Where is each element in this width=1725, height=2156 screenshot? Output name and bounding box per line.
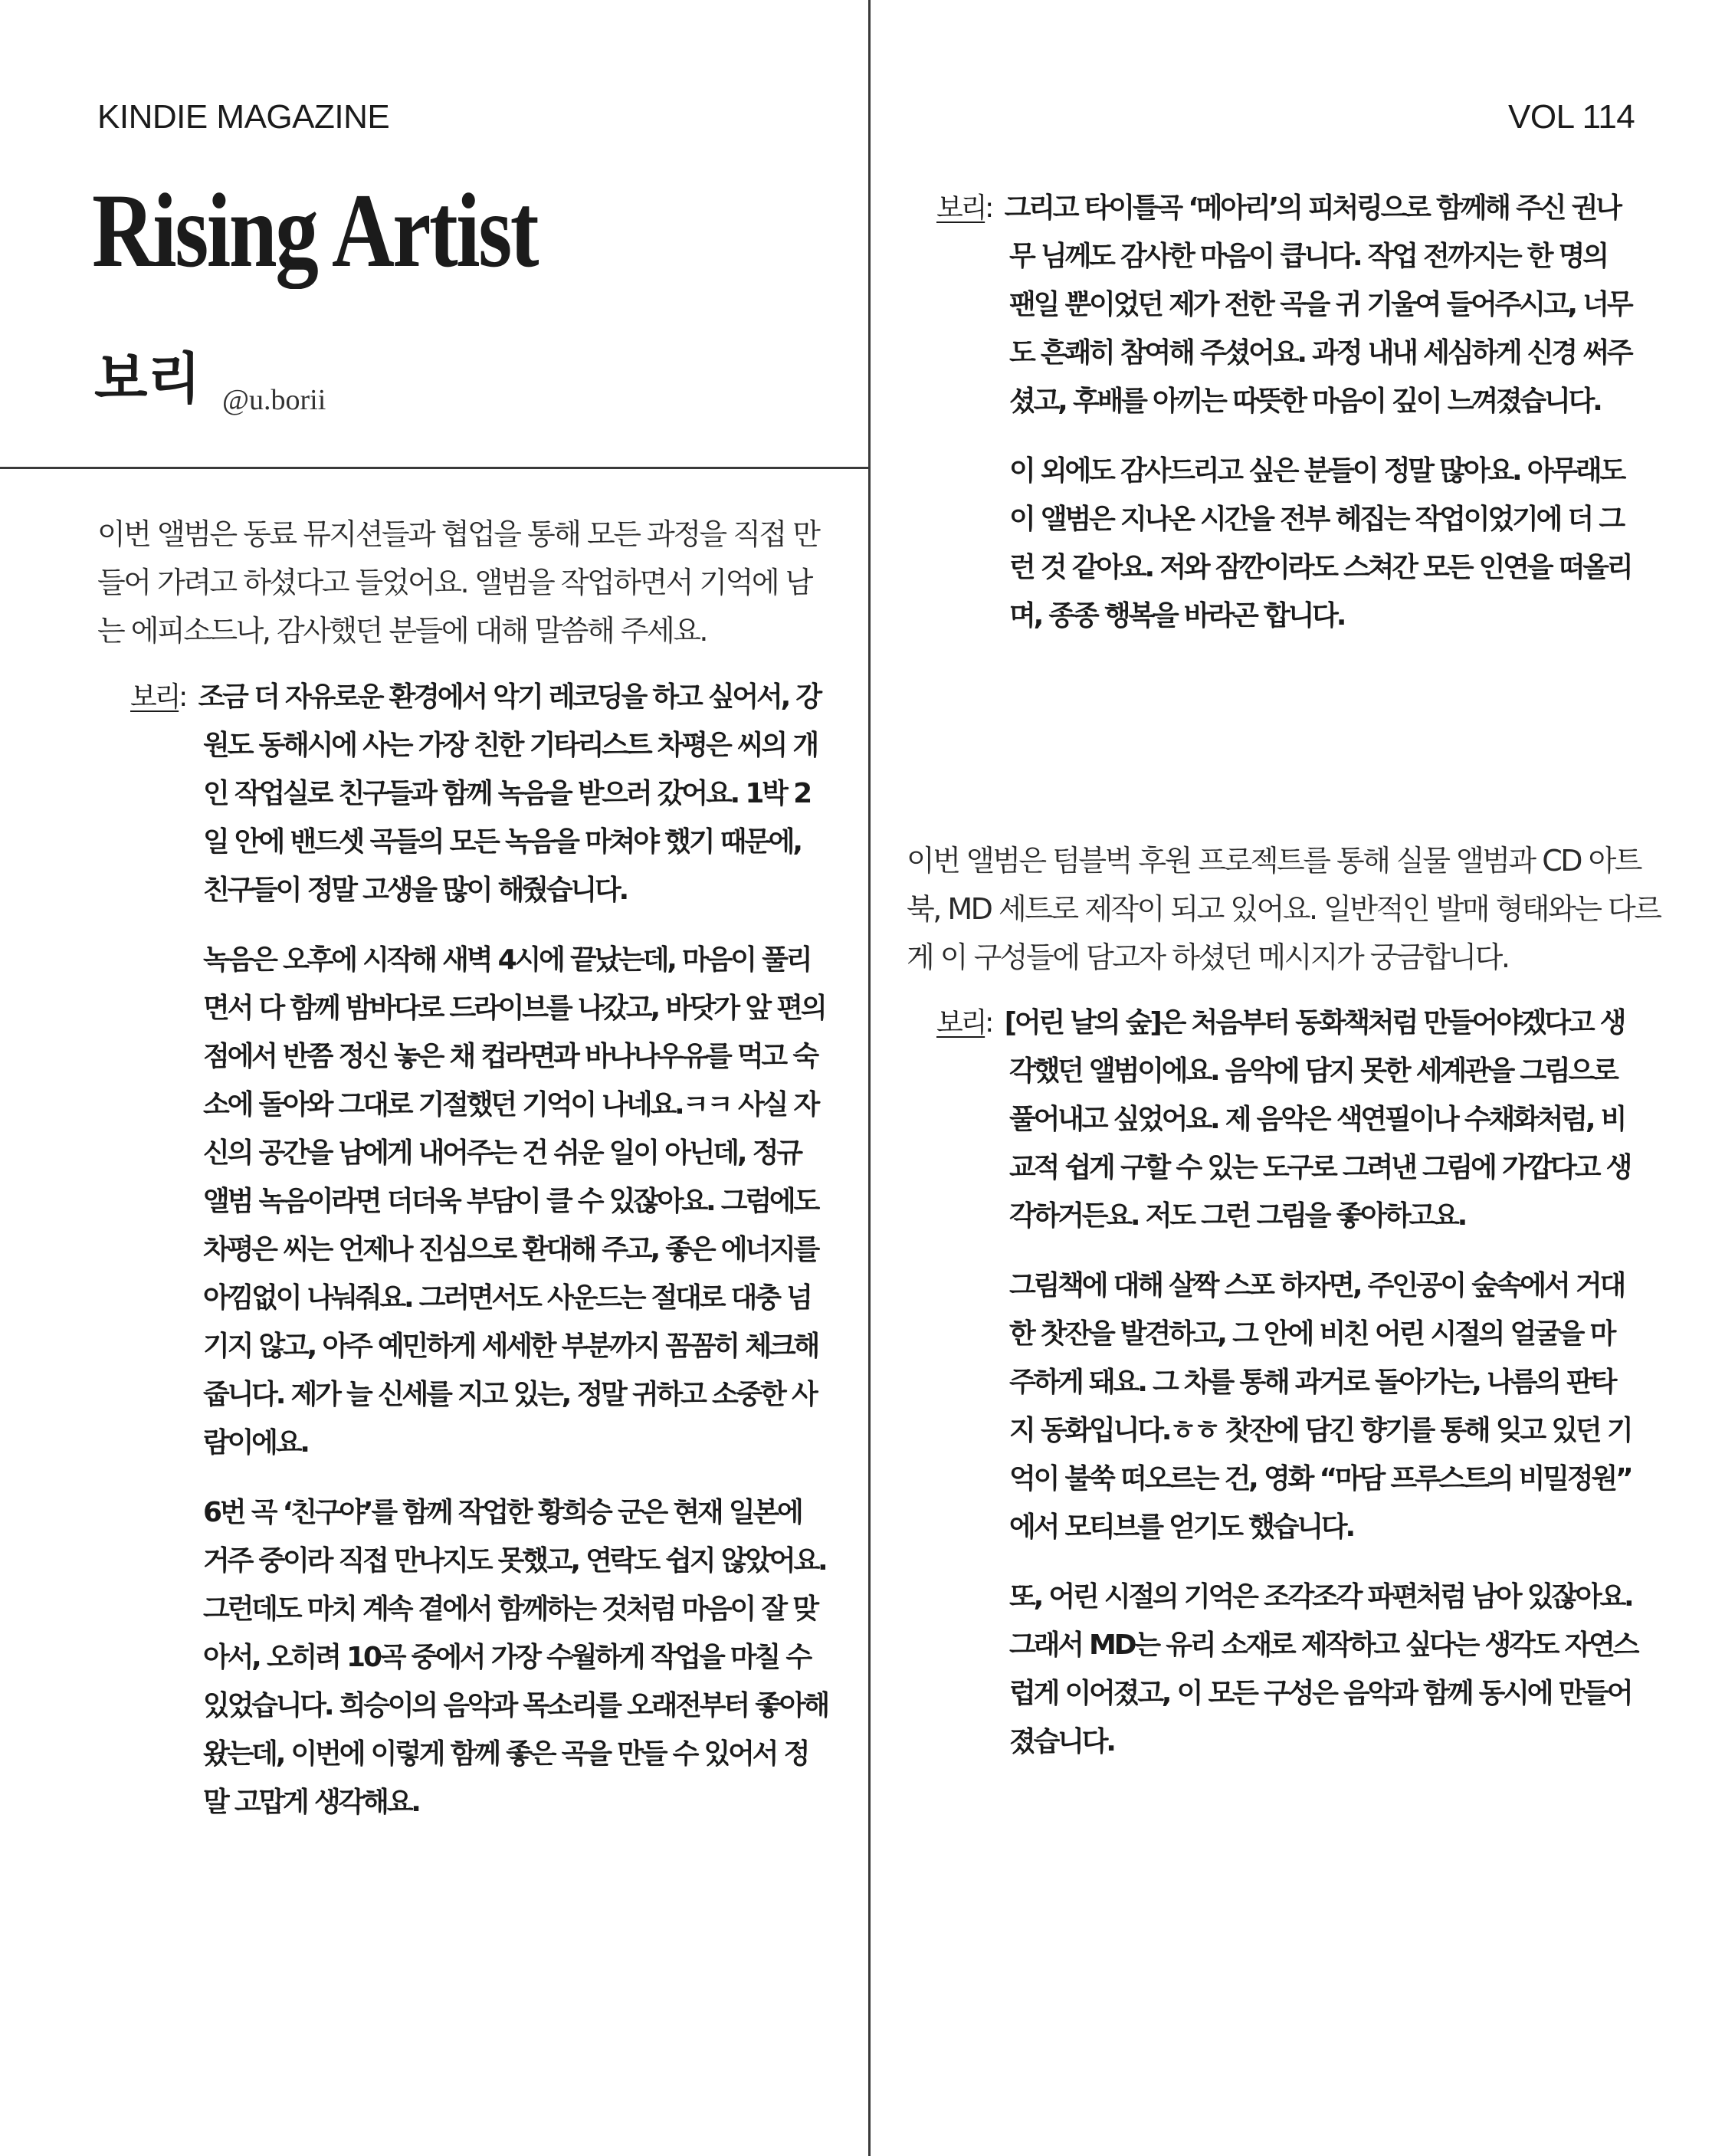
column-divider <box>868 0 871 2156</box>
answer-paragraph: 녹음은 오후에 시작해 새벽 4시에 끝났는데, 마음이 풀리면서 다 함께 밤바다로 드라이브를 나갔고, 바닷가 앞 편의점에서 반쯤 정신 놓은 채 컵라면과 바나나우유를 먹고 숙소에 돌아와 그대로 기절했던 기억이 나네요.ㅋㅋ 사실 자신의 공간을 남에게 내어주는 건 쉬운 일이 아닌데, 정규 앨범 녹음이라면 더더욱 부담이 클 수 있잖아요. 그럼에도 차평은 씨는 언제나 진심으로 환대해 주고, 좋은 에너지를 아낌없이 나눠줘요. 그러면서도 사운드는 절대로 대충 넘기지 않고, 아주 예민하게 세세한 부분까지 꼼꼼히 체크해 줍니다. 제가 늘 신세를 지고 있는, 정말 귀하고 소중한 사람이에요. <box>203 944 825 1459</box>
answer-paragraph: 보리: 조금 더 자유로운 환경에서 악기 레코딩을 하고 싶어서, 강원도 동해시에 사는 가장 친한 기타리스트 차평은 씨의 개인 작업실로 친구들과 함께 녹음을 받으러 갔어요. 1박 2일 안에 밴드셋 곡들의 모든 녹음을 마쳐야 했기 때문에, 친구들이 정말 고생을 많이 해줬습니다. <box>130 681 820 906</box>
answer-text: 조금 더 자유로운 환경에서 악기 레코딩을 하고 싶어서, 강원도 동해시에 사는 가장 친한 기타리스트 차평은 씨의 개인 작업실로 친구들과 함께 녹음을 받으러 갔어요. 1박 2일 안에 밴드셋 곡들의 모든 녹음을 마쳐야 했기 때문에, 친구들이 정말 고생을 많이 해줬습니다. <box>198 681 820 906</box>
answer-paragraph: 또, 어린 시절의 기억은 조각조각 파편처럼 남아 있잖아요. 그래서 MD는 유리 소재로 제작하고 싶다는 생각도 자연스럽게 이어졌고, 이 모든 구성은 음악과 함께 동시에 만들어졌습니다. <box>1009 1581 1638 1757</box>
volume-number: VOL 114 <box>1508 98 1635 136</box>
question-2: 이번 앨범은 텀블벅 후원 프로젝트를 통해 실물 앨범과 CD 아트북, MD 세트로 제작이 되고 있어요. 일반적인 발매 형태와는 다르게 이 구성들에 담고자 하셨던 메시지가 궁금합니다. <box>907 844 1661 974</box>
answer-text: [어린 날의 숲]은 처음부터 동화책처럼 만들어야겠다고 생각했던 앨범이에요. 음악에 담지 못한 세계관을 그림으로 풀어내고 싶었어요. 제 음악은 색연필이나 수채화처럼, 비교적 쉽게 구할 수 있는 도구로 그려낸 그림에 가깝다고 생각하거든요. 저도 그런 그림을 좋아하고요. <box>1004 1007 1631 1232</box>
speaker-label: 보리 <box>936 1007 985 1039</box>
artist-handle: @u.borii <box>222 384 326 416</box>
answer-paragraph: 보리: [어린 날의 숲]은 처음부터 동화책처럼 만들어야겠다고 생각했던 앨범이에요. 음악에 담지 못한 세계관을 그림으로 풀어내고 싶었어요. 제 음악은 색연필이나 수채화처럼, 비교적 쉽게 구할 수 있는 도구로 그려낸 그림에 가깝다고 생각하거든요. 저도 그런 그림을 좋아하고요. <box>936 1007 1631 1232</box>
answer-text: 그리고 타이틀곡 ‘메아리’의 피처링으로 함께해 주신 권나무 님께도 감사한 마음이 큽니다. 작업 전까지는 한 명의 팬일 뿐이었던 제가 전한 곡을 귀 기울여 들어주시고, 너무도 흔쾌히 참여해 주셨어요. 과정 내내 세심하게 신경 써주셨고, 후배를 아끼는 따뜻한 마음이 깊이 느껴졌습니다. <box>1004 192 1632 417</box>
answer-paragraph: 그림책에 대해 살짝 스포 하자면, 주인공이 숲속에서 거대한 찻잔을 발견하고, 그 안에 비친 어린 시절의 얼굴을 마주하게 돼요. 그 차를 통해 과거로 돌아가는, 나름의 판타지 동화입니다.ㅎㅎ 찻잔에 담긴 향기를 통해 잊고 있던 기억이 불쑥 떠오르는 건, 영화 “마담 프루스트의 비밀정원” 에서 모티브를 얻기도 했습니다. <box>1009 1270 1632 1543</box>
speaker-label: 보리 <box>936 192 985 224</box>
question-1: 이번 앨범은 동료 뮤지션들과 협업을 통해 모든 과정을 직접 만들어 가려고 하셨다고 들었어요. 앨범을 작업하면서 기억에 남는 에피소드나, 감사했던 분들에 대해 말씀해 주세요. <box>97 517 819 648</box>
answer-block-1-continued <box>936 184 1638 661</box>
header-divider <box>0 467 868 469</box>
answer-paragraph: 보리: 그리고 타이틀곡 ‘메아리’의 피처링으로 함께해 주신 권나무 님께도 감사한 마음이 큽니다. 작업 전까지는 한 명의 팬일 뿐이었던 제가 전한 곡을 귀 기울여 들어주시고, 너무도 흔쾌히 참여해 주셨어요. 과정 내내 세심하게 신경 써주셨고, 후배를 아끼는 따뜻한 마음이 깊이 느껴졌습니다. <box>936 192 1632 417</box>
answer-paragraph: 이 외에도 감사드리고 싶은 분들이 정말 많아요. 아무래도 이 앨범은 지나온 시간을 전부 헤집는 작업이었기에 더 그런 것 같아요. 저와 잠깐이라도 스쳐간 모든 인연을 떠올리며, 종종 행복을 바라곤 합니다. <box>1009 455 1632 632</box>
answer-block-1 <box>130 673 831 1848</box>
section-title: Rising Artist <box>92 172 538 289</box>
artist-name: 보리 <box>94 346 202 411</box>
answer-block-2 <box>936 999 1638 1787</box>
answer-paragraph: 6번 곡 ‘친구야’를 함께 작업한 황희승 군은 현재 일본에 거주 중이라 직접 만나지도 못했고, 연락도 쉽지 않았어요. 그런데도 마치 계속 곁에서 함께하는 것처럼 마음이 잘 맞아서, 오히려 10곡 중에서 가장 수월하게 작업을 마칠 수 있었습니다. 희승이의 음악과 목소리를 오래전부터 좋아해 왔는데, 이번에 이렇게 함께 좋은 곡을 만들 수 있어서 정말 고맙게 생각해요. <box>203 1497 828 1818</box>
publication-name: KINDIE MAGAZINE <box>97 98 390 136</box>
speaker-label: 보리 <box>130 681 179 713</box>
